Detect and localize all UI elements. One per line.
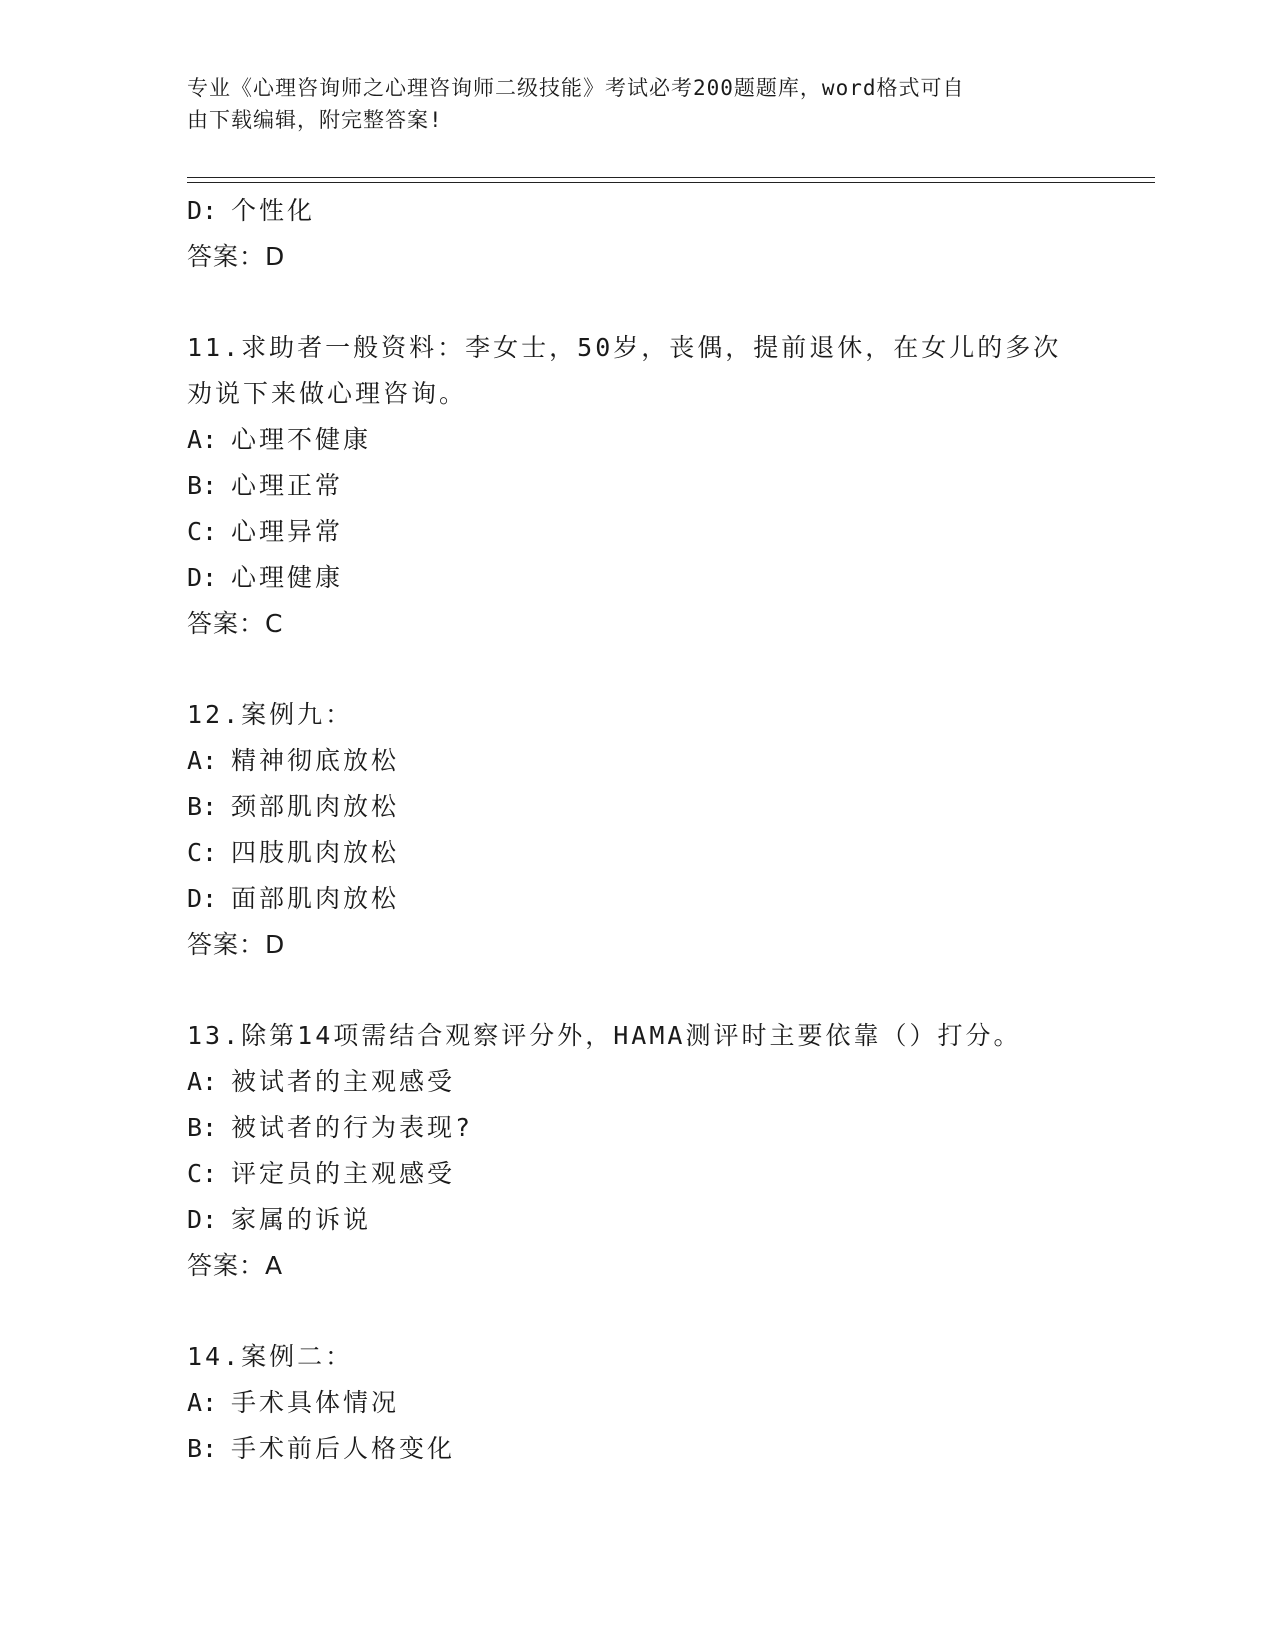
option-text: 心理正常 xyxy=(231,471,344,500)
option-label: C: xyxy=(187,1159,218,1188)
header-line-2: 由下载编辑，附完整答案! xyxy=(187,108,443,132)
header-divider-top xyxy=(187,177,1155,178)
question-14 xyxy=(187,1334,1147,1472)
page-header xyxy=(187,72,1067,136)
spacer xyxy=(187,968,1147,1013)
option-d xyxy=(187,876,1147,922)
option-text: 家属的诉说 xyxy=(231,1205,372,1234)
answer-line: 答案：D xyxy=(187,242,286,271)
option-text: 精神彻底放松 xyxy=(231,746,400,775)
option-a xyxy=(187,738,1147,784)
option-label: D: xyxy=(187,1205,218,1234)
answer-line: 答案：A xyxy=(187,1251,284,1280)
option-c xyxy=(187,1151,1147,1197)
option-b xyxy=(187,784,1147,830)
option-d xyxy=(187,555,1147,601)
option-label: D: xyxy=(187,563,218,592)
question-stem: 11.求助者一般资料：李女士，50岁，丧偶，提前退休，在女儿的多次 xyxy=(187,333,1062,362)
option-label: A: xyxy=(187,746,218,775)
option-label: D: xyxy=(187,196,218,225)
option-c xyxy=(187,830,1147,876)
option-a xyxy=(187,1059,1147,1105)
option-label: A: xyxy=(187,1067,218,1096)
option-label: D: xyxy=(187,884,218,913)
header-line-1: 专业《心理咨询师之心理咨询师二级技能》考试必考200题题库，word格式可自 xyxy=(187,76,965,100)
question-stem-continued: 劝说下来做心理咨询。 xyxy=(187,379,468,408)
option-label: B: xyxy=(187,471,218,500)
option-label: B: xyxy=(187,1113,218,1142)
option-a xyxy=(187,417,1147,463)
spacer xyxy=(187,280,1147,325)
option-text: 个性化 xyxy=(231,196,316,225)
header-divider-bottom xyxy=(187,182,1155,183)
option-text: 四肢肌肉放松 xyxy=(231,838,400,867)
question-12 xyxy=(187,692,1147,968)
question-list xyxy=(187,188,1147,1472)
option-d xyxy=(187,188,1147,234)
option-b xyxy=(187,1426,1147,1472)
option-label: A: xyxy=(187,1388,218,1417)
spacer xyxy=(187,1289,1147,1334)
option-text: 被试者的主观感受 xyxy=(231,1067,456,1096)
question-11 xyxy=(187,325,1147,647)
option-text: 被试者的行为表现? xyxy=(231,1113,474,1142)
option-label: B: xyxy=(187,792,218,821)
answer-line: 答案：D xyxy=(187,930,286,959)
option-text: 心理异常 xyxy=(231,517,344,546)
option-text: 评定员的主观感受 xyxy=(231,1159,456,1188)
option-text: 手术具体情况 xyxy=(231,1388,400,1417)
option-label: B: xyxy=(187,1434,218,1463)
option-b xyxy=(187,1105,1147,1151)
option-text: 面部肌肉放松 xyxy=(231,884,400,913)
option-text: 颈部肌肉放松 xyxy=(231,792,400,821)
option-text: 心理不健康 xyxy=(231,425,372,454)
option-a xyxy=(187,1380,1147,1426)
question-13 xyxy=(187,1013,1147,1289)
option-d xyxy=(187,1197,1147,1243)
option-c xyxy=(187,509,1147,555)
question-stem: 13.除第14项需结合观察评分外，HAMA测评时主要依靠（）打分。 xyxy=(187,1021,1022,1050)
option-text: 手术前后人格变化 xyxy=(231,1434,456,1463)
option-b xyxy=(187,463,1147,509)
question-stem: 12.案例九： xyxy=(187,700,354,729)
question-stem: 14.案例二： xyxy=(187,1342,354,1371)
option-label: A: xyxy=(187,425,218,454)
option-label: C: xyxy=(187,838,218,867)
spacer xyxy=(187,647,1147,692)
answer-line: 答案：C xyxy=(187,609,284,638)
option-text: 心理健康 xyxy=(231,563,344,592)
option-label: C: xyxy=(187,517,218,546)
